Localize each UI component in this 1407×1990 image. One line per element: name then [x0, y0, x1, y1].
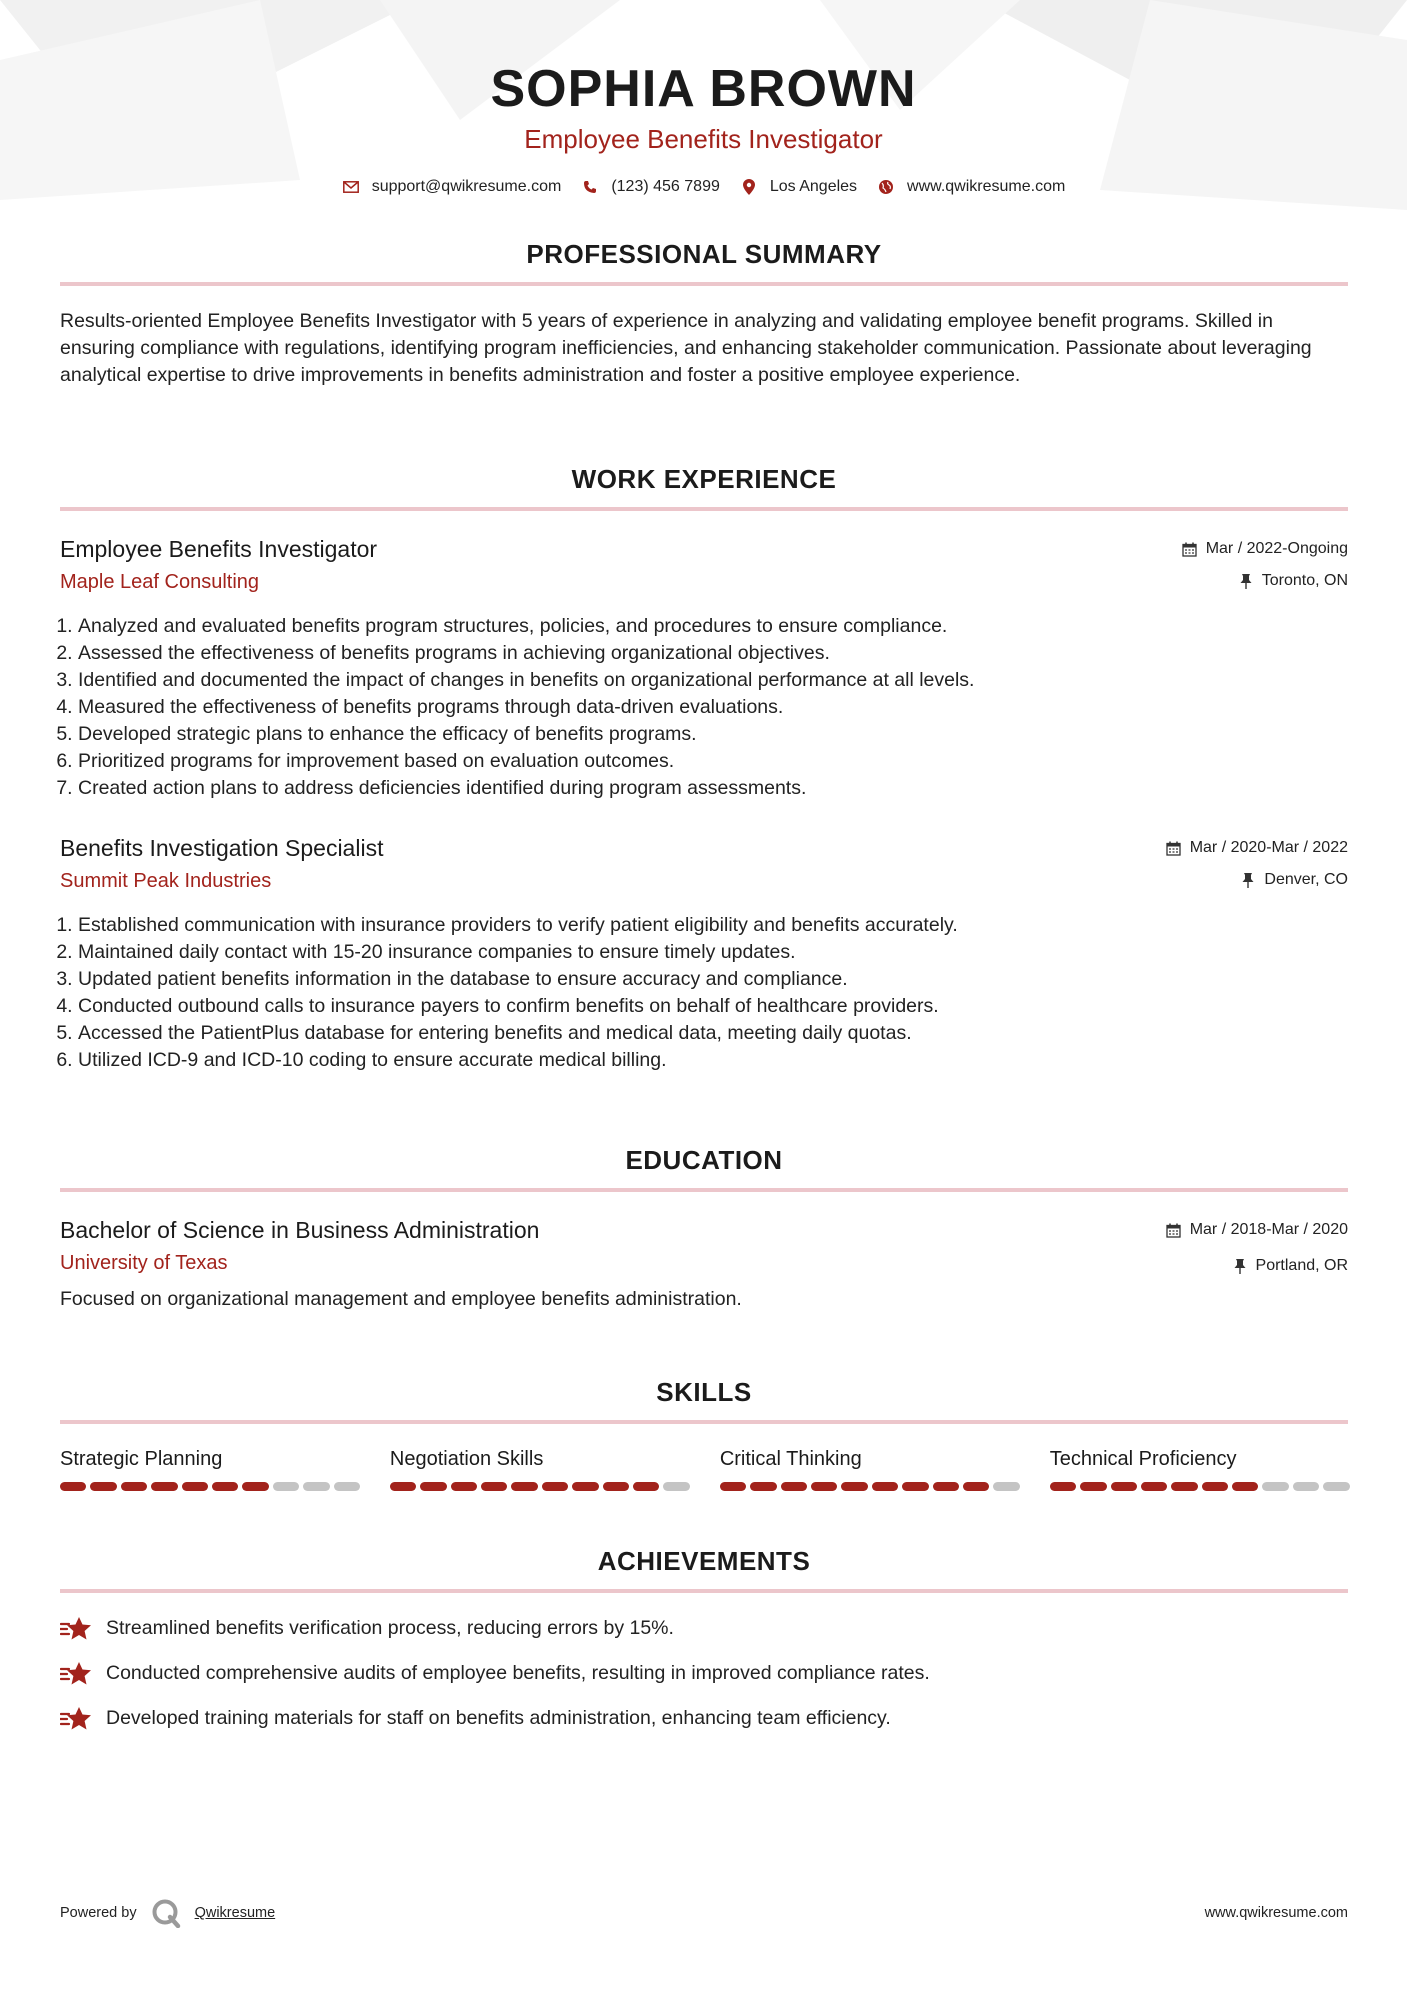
star-badge-icon [60, 1616, 92, 1642]
contact-website[interactable] [877, 178, 1065, 196]
job-dates: Mar / 2020-Mar / 2022 [1189, 839, 1348, 856]
skill-segment-empty [1293, 1482, 1319, 1491]
skill-segment-empty [663, 1482, 689, 1491]
skill-segment-filled [90, 1482, 116, 1491]
experience-heading: WORK EXPERIENCE [571, 464, 837, 494]
section-divider [60, 1589, 1348, 1593]
skill-segment-filled [781, 1482, 807, 1491]
list-item: 6. Prioritized programs for improvement based on evaluation outcomes. [78, 748, 1348, 775]
company-name: Maple Leaf Consulting [60, 571, 260, 593]
skill-name: Strategic Planning [60, 1448, 223, 1470]
education-heading: EDUCATION [625, 1145, 783, 1175]
skill-segment-filled [633, 1482, 659, 1491]
section-divider [60, 507, 1348, 511]
skills-grid [60, 1446, 1348, 1491]
skill-segment-filled [1080, 1482, 1106, 1491]
skill-segment-filled [1141, 1482, 1167, 1491]
footer-website[interactable]: www.qwikresume.com [1204, 1905, 1348, 1921]
list-item: 4. Conducted outbound calls to insurance payers to confirm benefits on behalf of healthcare providers. [78, 993, 1348, 1020]
skill-rating-bar [720, 1482, 1020, 1491]
envelope-icon [342, 178, 360, 196]
list-item: 3. Identified and documented the impact of changes in benefits on organizational performance at all levels. [78, 667, 1348, 694]
skills-heading: SKILLS [656, 1377, 752, 1407]
job-entry [60, 832, 1348, 1074]
star-badge-icon [60, 1661, 92, 1687]
skill-rating-bar [390, 1482, 690, 1491]
skill-item [390, 1446, 690, 1491]
skill-segment-filled [542, 1482, 568, 1491]
achievements-list [60, 1615, 1348, 1732]
skill-item [720, 1446, 1020, 1491]
job-duties-list [60, 613, 1348, 802]
skill-segment-filled [60, 1482, 86, 1491]
qwikresume-logo-icon [151, 1898, 181, 1928]
degree-title: Bachelor of Science in Business Administration [60, 1217, 540, 1243]
skill-segment-empty [1262, 1482, 1288, 1491]
achievement-item [60, 1615, 1348, 1642]
job-title: Benefits Investigation Specialist [60, 835, 384, 861]
globe-icon [877, 178, 895, 196]
list-item: 2. Maintained daily contact with 15-20 insurance companies to ensure timely updates. [78, 939, 1348, 966]
skill-segment-filled [390, 1482, 416, 1491]
skill-segment-filled [151, 1482, 177, 1491]
education-dates: Mar / 2018-Mar / 2020 [1189, 1221, 1348, 1238]
skill-segment-filled [603, 1482, 629, 1491]
achievement-text: Conducted comprehensive audits of employee benefits, resulting in improved compliance rates. [106, 1662, 930, 1684]
skill-segment-empty [1323, 1482, 1349, 1491]
skill-segment-filled [1111, 1482, 1137, 1491]
job-location: Toronto, ON [1261, 572, 1348, 589]
skill-segment-filled [1232, 1482, 1258, 1491]
candidate-title: Employee Benefits Investigator [524, 124, 883, 154]
list-item: 2. Assessed the effectiveness of benefits programs in achieving organizational objectives. [78, 640, 1348, 667]
contact-bar [0, 178, 1407, 196]
pushpin-icon [1240, 872, 1256, 888]
skill-segment-filled [902, 1482, 928, 1491]
skill-name: Negotiation Skills [389, 1448, 544, 1470]
website-text[interactable]: www.qwikresume.com [907, 178, 1066, 195]
skill-segment-filled [511, 1482, 537, 1491]
contact-phone[interactable] [581, 178, 720, 196]
summary-section [60, 238, 1348, 389]
education-description: Focused on organizational management and employee benefits administration. [60, 1288, 742, 1310]
skill-segment-filled [572, 1482, 598, 1491]
skill-segment-filled [1050, 1482, 1076, 1491]
education-entry [60, 1214, 1348, 1313]
skill-segment-filled [720, 1482, 746, 1491]
skill-segment-filled [451, 1482, 477, 1491]
skill-segment-filled [841, 1482, 867, 1491]
skill-segment-empty [273, 1482, 299, 1491]
skill-segment-filled [182, 1482, 208, 1491]
resume-header [0, 0, 1407, 196]
list-item: 4. Measured the effectiveness of benefits programs through data-driven evaluations. [78, 694, 1348, 721]
candidate-name: SOPHIA BROWN [490, 60, 917, 118]
section-divider [60, 282, 1348, 286]
skills-section [60, 1376, 1348, 1491]
skill-segment-filled [420, 1482, 446, 1491]
job-dates: Mar / 2022-Ongoing [1205, 540, 1348, 557]
skill-segment-filled [811, 1482, 837, 1491]
skill-name: Critical Thinking [719, 1448, 862, 1470]
skill-name: Technical Proficiency [1049, 1448, 1237, 1470]
skill-segment-filled [212, 1482, 238, 1491]
achievements-section [60, 1545, 1348, 1750]
skill-segment-empty [993, 1482, 1019, 1491]
experience-section [60, 463, 1348, 1074]
calendar-icon [1166, 840, 1182, 856]
skill-segment-filled [121, 1482, 147, 1491]
job-entry [60, 533, 1348, 802]
summary-text: Results-oriented Employee Benefits Investigator with 5 years of experience in analyzing and validating employee benefit programs. Skilled in ensuring compliance with regulations, identifying program inefficiencies, and enhancing stakeholder communication. Passionate about leveraging analytical expertise to drive improvements in benefits administration and foster a positive employee experience. [60, 310, 1312, 386]
summary-heading: PROFESSIONAL SUMMARY [526, 239, 882, 269]
education-location: Portland, OR [1255, 1257, 1348, 1274]
job-duties-list [60, 912, 1348, 1074]
page-footer [60, 1898, 1348, 1928]
skill-rating-bar [1050, 1482, 1350, 1491]
skill-item [1050, 1446, 1350, 1491]
skill-item [60, 1446, 360, 1491]
star-badge-icon [60, 1706, 92, 1732]
list-item: 7. Created action plans to address deficiencies identified during program assessments. [78, 775, 1348, 802]
section-divider [60, 1188, 1348, 1192]
section-divider [60, 1420, 1348, 1424]
calendar-icon [1166, 1222, 1182, 1238]
skill-segment-filled [1202, 1482, 1228, 1491]
phone-text[interactable]: (123) 456 7899 [611, 178, 720, 195]
list-item: 1. Established communication with insurance providers to verify patient eligibility and benefits accurately. [78, 912, 1348, 939]
location-text: Los Angeles [769, 178, 858, 195]
list-item: 5. Developed strategic plans to enhance the efficacy of benefits programs. [78, 721, 1348, 748]
list-item: 5. Accessed the PatientPlus database for entering benefits and medical data, meeting daily quotas. [78, 1020, 1348, 1047]
achievements-heading: ACHIEVEMENTS [597, 1546, 811, 1576]
contact-email[interactable] [342, 178, 562, 196]
skill-segment-empty [303, 1482, 329, 1491]
calendar-icon [1182, 541, 1198, 557]
pushpin-icon [1232, 1258, 1248, 1274]
pushpin-icon [1238, 573, 1254, 589]
contact-location [740, 178, 857, 196]
school-name: University of Texas [60, 1252, 228, 1274]
map-pin-icon [740, 178, 758, 196]
job-title: Employee Benefits Investigator [60, 536, 378, 562]
powered-by-label: Powered by [60, 1905, 137, 1921]
skill-segment-filled [750, 1482, 776, 1491]
skill-segment-filled [481, 1482, 507, 1491]
email-text[interactable]: support@qwikresume.com [371, 178, 562, 195]
list-item: 3. Updated patient benefits information in the database to ensure accuracy and compliance. [78, 966, 1348, 993]
job-location: Denver, CO [1264, 871, 1348, 888]
achievement-item [60, 1705, 1348, 1732]
list-item: 6. Utilized ICD-9 and ICD-10 coding to ensure accurate medical billing. [78, 1047, 1348, 1074]
education-section [60, 1144, 1348, 1313]
skill-segment-filled [963, 1482, 989, 1491]
skill-rating-bar [60, 1482, 360, 1491]
phone-icon [581, 178, 599, 196]
achievement-item [60, 1660, 1348, 1687]
skill-segment-filled [933, 1482, 959, 1491]
company-name: Summit Peak Industries [60, 870, 272, 892]
achievement-text: Developed training materials for staff on benefits administration, enhancing team efficiency. [106, 1707, 891, 1729]
skill-segment-filled [872, 1482, 898, 1491]
skill-segment-empty [334, 1482, 360, 1491]
list-item: 1. Analyzed and evaluated benefits program structures, policies, and procedures to ensure compliance. [78, 613, 1348, 640]
skill-segment-filled [242, 1482, 268, 1491]
brand-link[interactable]: Qwikresume [194, 1905, 276, 1921]
achievement-text: Streamlined benefits verification process, reducing errors by 15%. [106, 1617, 674, 1639]
skill-segment-filled [1171, 1482, 1197, 1491]
